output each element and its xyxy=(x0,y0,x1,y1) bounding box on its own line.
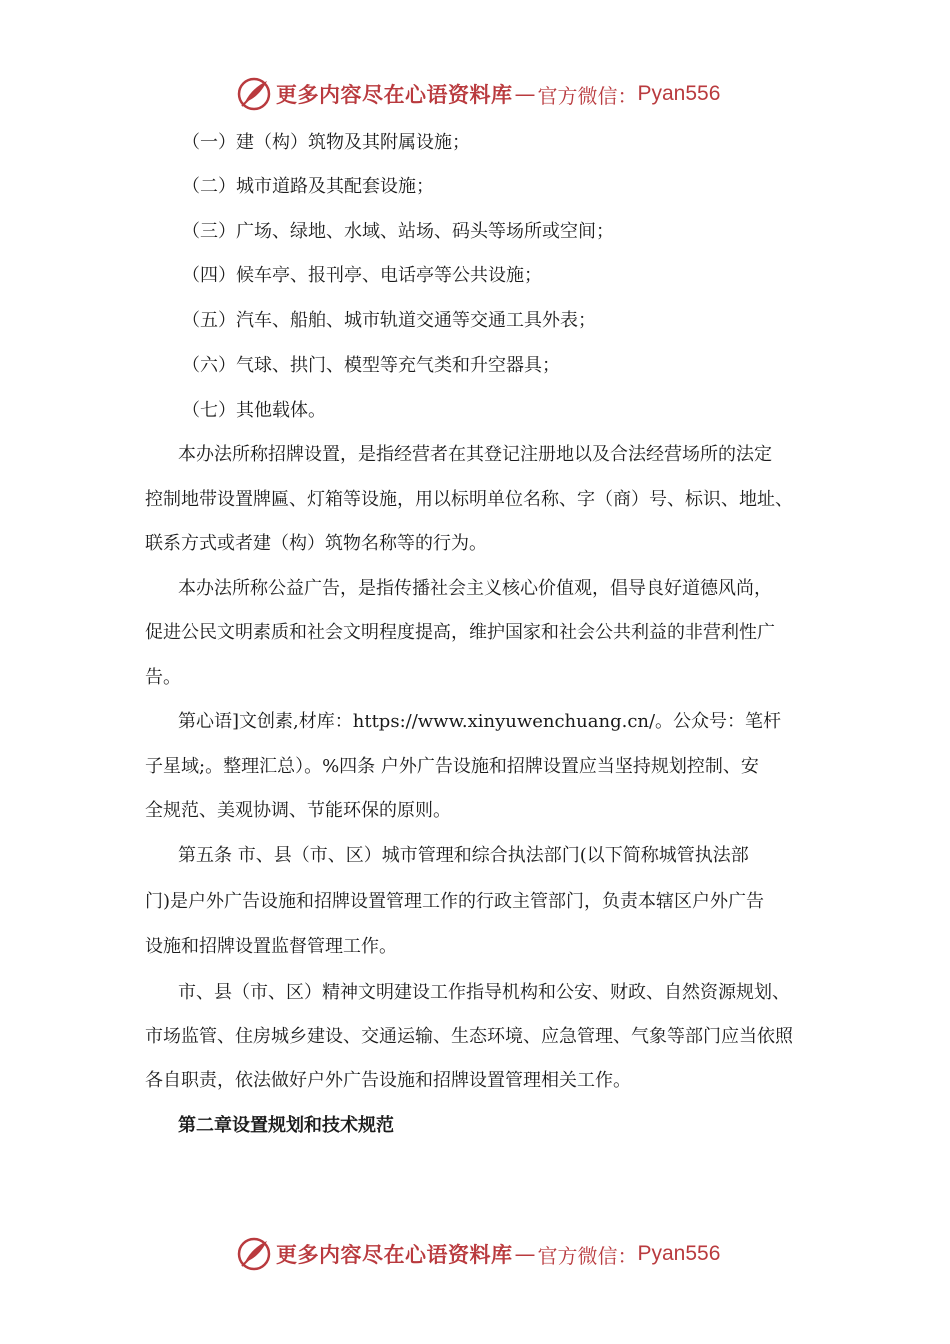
watermark-text: 更多内容尽在心语资料库 xyxy=(276,83,513,107)
watermark-wechat-id: Pyan556 xyxy=(637,1242,721,1265)
paragraph-signage-line: 联系方式或者建（构）筑物名称等的行为。 xyxy=(145,533,487,554)
paragraph-article4-line: 子星域;。整理汇总）。%四条 户外广告设施和招牌设置应当坚持规划控制、安 xyxy=(145,756,759,777)
watermark-banner-bottom xyxy=(236,1234,720,1274)
watermark-text: 更多内容尽在心语资料库 xyxy=(276,1243,513,1267)
paragraph-departments-line: 各自职责，依法做好户外广告设施和招牌设置管理相关工作。 xyxy=(145,1070,631,1091)
paragraph-signage-line: 本办法所称招牌设置，是指经营者在其登记注册地以及合法经营场所的法定 xyxy=(178,444,772,465)
paragraph-article5-line: 门)是户外广告设施和招牌设置管理工作的行政主管部门，负责本辖区户外广告 xyxy=(145,891,765,912)
paragraph-departments-line: 市、县（市、区）精神文明建设工作指导机构和公安、财政、自然资源规划、 xyxy=(178,982,790,1003)
watermark-wechat-label: 官方微信： xyxy=(537,1243,638,1268)
watermark-wechat-label: 官方微信： xyxy=(537,83,638,108)
watermark-wechat-id: Pyan556 xyxy=(637,82,721,105)
chapter-heading: 第二章设置规划和技术规范 xyxy=(178,1115,394,1136)
paragraph-article5-line: 设施和招牌设置监督管理工作。 xyxy=(145,936,397,957)
feather-logo-icon xyxy=(236,1236,272,1272)
list-item: （六）气球、拱门、模型等充气类和升空器具； xyxy=(182,355,560,376)
watermark-separator: — xyxy=(514,1242,536,1266)
feather-logo-icon xyxy=(236,76,272,112)
list-item: （三）广场、绿地、水域、站场、码头等场所或空间； xyxy=(182,221,614,242)
list-item: （一）建（构）筑物及其附属设施； xyxy=(182,132,470,153)
watermark-separator: — xyxy=(514,82,536,106)
list-item: （二）城市道路及其配套设施； xyxy=(182,176,434,197)
watermark-banner-top xyxy=(236,74,720,114)
paragraph-article5-line: 第五条 市、县（市、区）城市管理和综合执法部门(以下简称城管执法部 xyxy=(178,845,749,866)
paragraph-article4-line: 全规范、美观协调、节能环保的原则。 xyxy=(145,800,451,821)
paragraph-public-ads-line: 本办法所称公益广告，是指传播社会主义核心价值观，倡导良好道德风尚， xyxy=(178,578,772,599)
list-item: （五）汽车、船舶、城市轨道交通等交通工具外表； xyxy=(182,310,596,331)
paragraph-article4-line: 第心语]文创素,材库：https://www.xinyuwenchuang.cn/。公众号：笔杆 xyxy=(178,711,782,732)
paragraph-public-ads-line: 告。 xyxy=(145,667,181,688)
list-item: （七）其他载体。 xyxy=(182,400,326,421)
paragraph-public-ads-line: 促进公民文明素质和社会文明程度提高，维护国家和社会公共利益的非营利性广 xyxy=(145,622,775,643)
paragraph-departments-line: 市场监管、住房城乡建设、交通运输、生态环境、应急管理、气象等部门应当依照 xyxy=(145,1026,793,1047)
paragraph-signage-line: 控制地带设置牌匾、灯箱等设施，用以标明单位名称、字（商）号、标识、地址、 xyxy=(145,489,793,510)
list-item: （四）候车亭、报刊亭、电话亭等公共设施； xyxy=(182,265,542,286)
